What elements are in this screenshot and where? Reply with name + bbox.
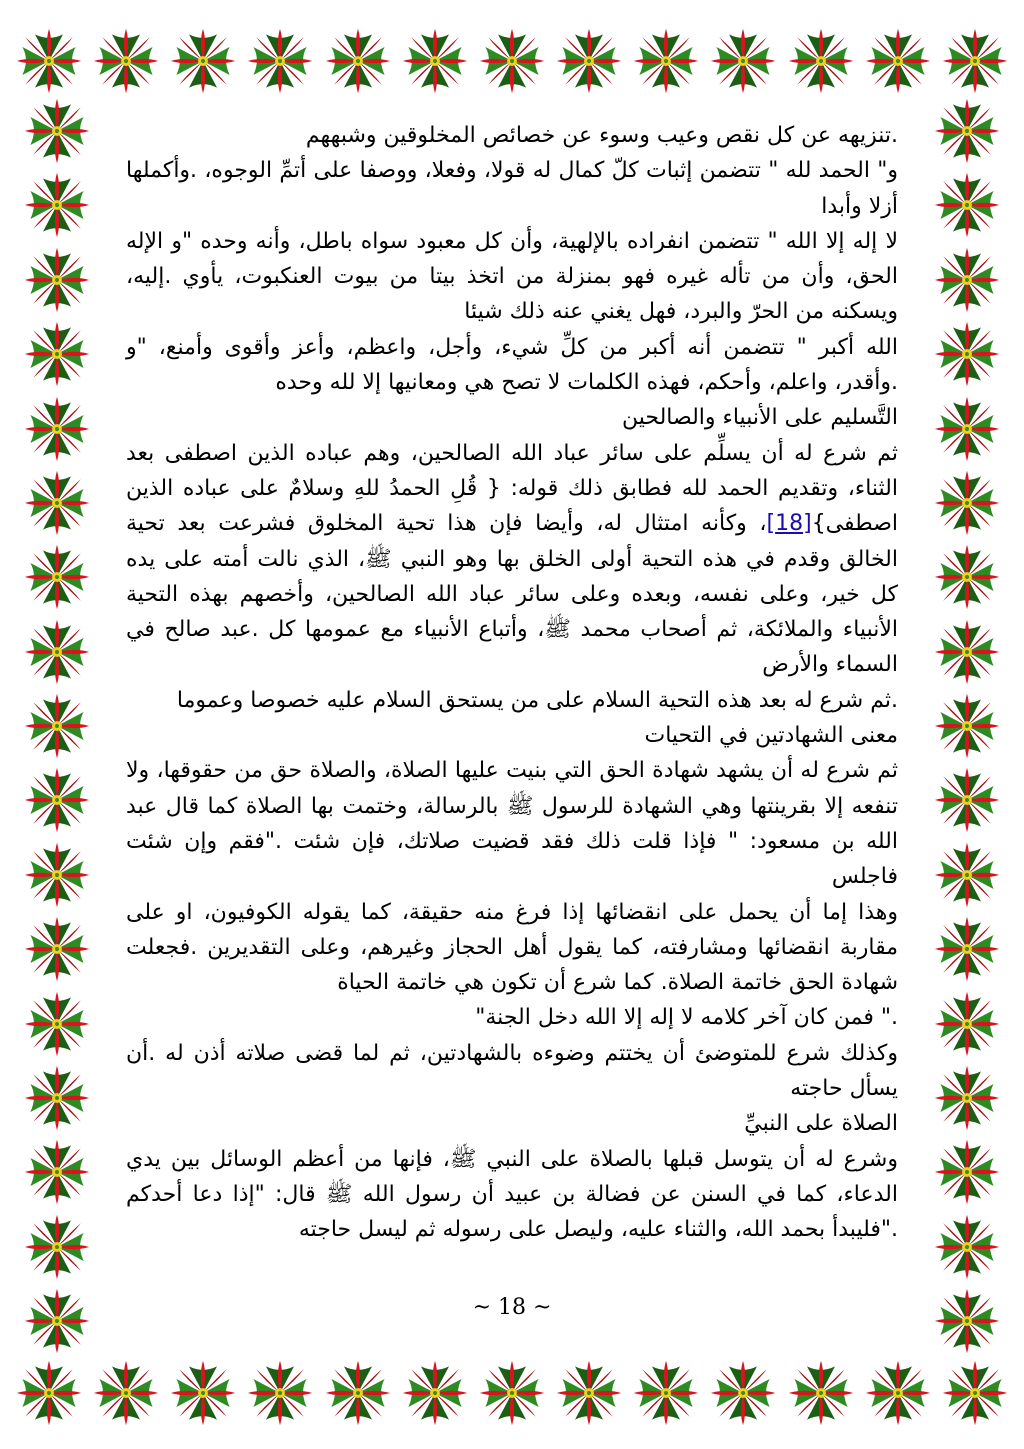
paragraph: .ثم شرع له بعد هذه التحية السلام على من يستحق السلام عليه خصوصا وعموما (176, 687, 898, 713)
poinsettia-icon (22, 765, 92, 835)
paragraph: .تنزيهه عن كل نقص وعيب وسوء عن خصائص المخلوقين وشبههم (305, 123, 898, 148)
poinsettia-icon (932, 765, 1002, 835)
poinsettia-icon (932, 691, 1002, 761)
poinsettia-icon (400, 26, 470, 96)
poinsettia-icon (323, 26, 393, 96)
poinsettia-icon (708, 26, 778, 96)
poinsettia-icon (22, 989, 92, 1059)
poinsettia-icon (22, 840, 92, 910)
poinsettia-icon (932, 394, 1002, 464)
paragraph: و" الحمد لله " تتضمن إثبات كلّ كمال له قولا، وفعلا، ووصفا على أتمِّ الوجوه، .وأكملها أزلا وأبدا (126, 158, 898, 219)
poinsettia-icon (932, 840, 1002, 910)
poinsettia-icon (932, 989, 1002, 1059)
poinsettia-icon (91, 1358, 161, 1428)
border-right (924, 96, 1010, 1356)
poinsettia-icon (323, 1358, 393, 1428)
poinsettia-icon (22, 1212, 92, 1282)
poinsettia-icon (14, 26, 84, 96)
poinsettia-icon (22, 542, 92, 612)
poinsettia-icon (22, 914, 92, 984)
poinsettia-icon (932, 617, 1002, 687)
poinsettia-icon (863, 1358, 933, 1428)
poinsettia-icon (932, 914, 1002, 984)
poinsettia-icon (932, 1137, 1002, 1207)
paragraph: لا إله إلا الله " تتضمن انفراده بالإلهية، وأن كل معبود سواه باطل، وأنه وحده "و الإله الحق، وأن من تأله غيره فهو بمنزلة من اتخذ بيتا من بيوت العنكبوت، يأوي .إليه، ويسكنه من الحرّ والبرد، فهل يغني عنه ذلك شيئا (126, 228, 898, 325)
poinsettia-icon (22, 1063, 92, 1133)
poinsettia-icon (168, 1358, 238, 1428)
poinsettia-icon (477, 26, 547, 96)
section-heading: التَّسليم على الأنبياء والصالحين (622, 405, 898, 431)
poinsettia-icon (932, 1063, 1002, 1133)
page-number: ~ 18 ~ (472, 1295, 552, 1320)
poinsettia-icon (932, 1212, 1002, 1282)
paragraph: ." فمن كان آخر كلامه لا إله إلا الله دخل الجنة" (475, 1005, 898, 1031)
poinsettia-icon (245, 26, 315, 96)
poinsettia-icon (22, 468, 92, 538)
poinsettia-icon (22, 170, 92, 240)
poinsettia-icon (932, 468, 1002, 538)
poinsettia-icon (22, 1286, 92, 1356)
document-body (126, 118, 898, 1303)
paragraph: وكذلك شرع للمتوضئ أن يختتم وضوءه بالشهادتين، ثم لما قضى صلاته أذن له .أن يسأل حاجته (126, 1040, 898, 1102)
poinsettia-icon (932, 170, 1002, 240)
paragraph-text-before-ref: ثم شرع له أن يسلِّم على سائر عباد الله الصالحين، وهم عباده الذين اصطفى بعد الثناء، وتقديم الحمد لله فطابق ذلك قوله: { قُلِ الحمدُ للهِ وسلامٌ على عباده الذين اصطفى} (126, 440, 898, 537)
poinsettia-icon (863, 26, 933, 96)
poinsettia-icon (14, 1358, 84, 1428)
poinsettia-icon (554, 1358, 624, 1428)
border-bottom (14, 1350, 1010, 1436)
poinsettia-icon (786, 1358, 856, 1428)
poinsettia-icon (22, 245, 92, 315)
poinsettia-icon (554, 26, 624, 96)
poinsettia-icon (22, 96, 92, 166)
poinsettia-icon (22, 394, 92, 464)
paragraph: وهذا إما أن يحمل على انقضائها إذا فرغ منه حقيقة، كما يقوله الكوفيون، او على مقاربة انقضائها ومشارفته، كما يقول أهل الحجاز وغيرهم، وعلى التقديرين .فجعلت شهادة الحق خاتمة الصلاة. كما شرع أن تكون هي خاتمة الحياة (126, 899, 898, 996)
poinsettia-icon (91, 26, 161, 96)
poinsettia-icon (932, 1286, 1002, 1356)
poinsettia-icon (477, 1358, 547, 1428)
poinsettia-icon (22, 691, 92, 761)
poinsettia-icon (631, 1358, 701, 1428)
poinsettia-icon (932, 542, 1002, 612)
poinsettia-icon (932, 319, 1002, 389)
border-left (14, 96, 100, 1356)
border-top (14, 18, 1010, 104)
poinsettia-icon (940, 1358, 1010, 1428)
poinsettia-icon (708, 1358, 778, 1428)
poinsettia-icon (400, 1358, 470, 1428)
footnote-link[interactable]: [18] (766, 511, 812, 537)
paragraph: ثم شرع له أن يشهد شهادة الحق التي بنيت عليها الصلاة، والصلاة حق من حقوقها، ولا تنفعه إلا بقرينتها وهي الشهادة للرسول ﷺ بالرسالة، وختمت بها الصلاة كما قال عبد الله بن مسعود: " فإذا قلت ذلك فقد قضيت صلاتك، فإن شئت ."فقم وإن شئت فاجلس (126, 758, 898, 890)
poinsettia-icon (245, 1358, 315, 1428)
paragraph: وشرع له أن يتوسل قبلها بالصلاة على النبي ﷺ، فإنها من أعظم الوسائل بين يدي الدعاء، كما في السنن عن فضالة بن عبيد أن رسول الله ﷺ قال: "إذا دعا أحدكم ."فليبدأ بحمد الله، والثناء عليه، وليصل على رسوله ثم ليسل حاجته (126, 1146, 898, 1243)
paragraph: الله أكبر " تتضمن أنه أكبر من كلِّ شيء، وأجل، واعظم، وأعز وأقوى وأمنع، "و .وأقدر، واعلم، وأحكم، فهذه الكلمات لا تصح هي ومعانيها إلا لله وحده (126, 334, 898, 396)
paragraph (126, 436, 898, 683)
poinsettia-icon (168, 26, 238, 96)
poinsettia-icon (22, 319, 92, 389)
section-heading: معنى الشهادتين في التحيات (644, 723, 898, 749)
poinsettia-icon (22, 1137, 92, 1207)
paragraph-text-after-ref: ، وكأنه امتثال له، وأيضا فإن هذا تحية المخلوق فشرعت بعد تحية الخالق وقدم في هذه التحية أولى الخلق بها وهو النبي ﷺ، الذي نالت أمته على يده كل خير، وعلى نفسه، وبعده وعلى سائر عباد الله الصالحين، وأخصهم بهذه التحية الأنبياء والملائكة، ثم أصحاب محمد ﷺ، وأتباع الأنبياء مع عمومها كل .عبد صالح في السماء والأرض (126, 511, 898, 678)
poinsettia-icon (631, 26, 701, 96)
section-heading: الصلاة على النبيِّ (744, 1111, 898, 1137)
poinsettia-icon (932, 245, 1002, 315)
poinsettia-icon (932, 96, 1002, 166)
poinsettia-icon (940, 26, 1010, 96)
poinsettia-icon (22, 617, 92, 687)
poinsettia-icon (786, 26, 856, 96)
